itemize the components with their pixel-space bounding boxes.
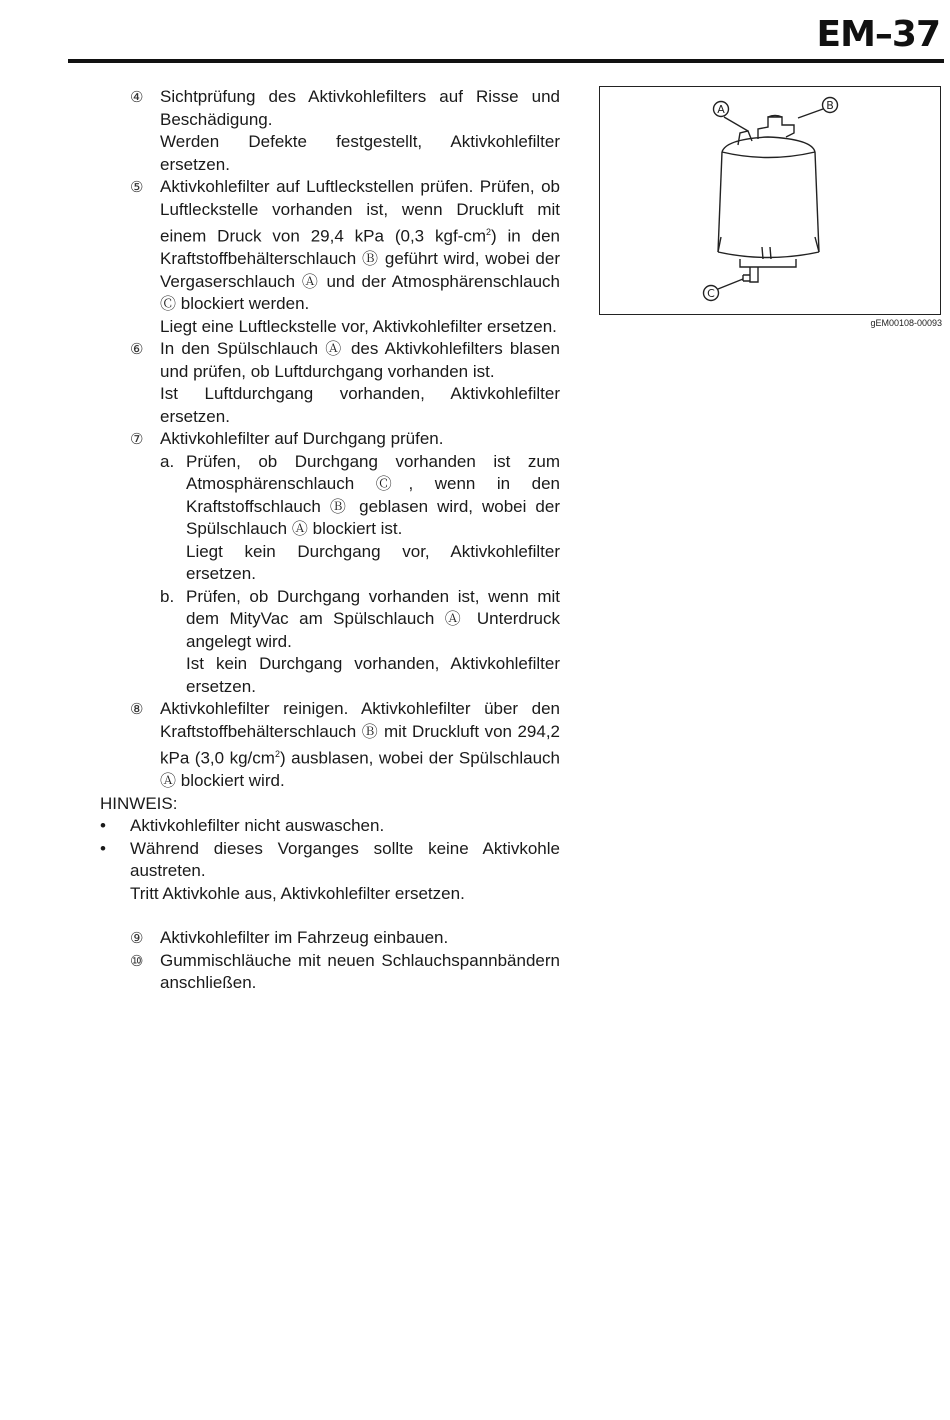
note-text: Während dieses Vorganges sollte keine Aktivkohle austreten. bbox=[130, 838, 560, 881]
canister-bottom bbox=[718, 252, 819, 258]
symbol-a: Ⓐ bbox=[291, 519, 308, 539]
note-heading: HINWEIS: bbox=[100, 793, 178, 813]
step-8 bbox=[100, 698, 560, 793]
substep-text: Prüfen, ob Durchgang vorhanden ist zum Atmosphärenschlauch Ⓒ, wenn in den Kraftstoffschlauch Ⓑ geblasen wird, wobei der Spülschlauch Ⓐ blockiert ist. bbox=[186, 451, 560, 539]
symbol-a: Ⓐ bbox=[325, 339, 344, 359]
step-number: ⑧ bbox=[130, 700, 144, 719]
note-text: Aktivkohlefilter nicht auswaschen. bbox=[130, 816, 385, 836]
step-text: In den Spülschlauch Ⓐ des Aktivkohlefilters blasen und prüfen, ob Luftdurchgang vorhanden ist. bbox=[160, 339, 561, 381]
step-text: Aktivkohlefilter reinigen. Aktivkohlefilter über den Kraftstoffbehälterschlauch Ⓑ mit Druckluft von 294,2 kPa (3,0 $kg/cm^2$) ausblasen, wobei der Spülschlauch Ⓐ blockiert wird. bbox=[160, 699, 561, 791]
step-number: ⑦ bbox=[130, 430, 144, 449]
note-item bbox=[100, 815, 560, 838]
substep-a bbox=[160, 451, 560, 586]
substep-label: a. bbox=[160, 451, 175, 471]
bullet: • bbox=[100, 816, 106, 836]
step-text: Werden Defekte festgestellt, Aktivkohlefilter ersetzen. bbox=[160, 132, 560, 174]
figure-code: gEM00108-00093 bbox=[870, 318, 942, 328]
canister-base bbox=[740, 259, 796, 267]
canister-cap bbox=[722, 137, 815, 152]
text-column bbox=[100, 86, 560, 995]
step-9 bbox=[100, 927, 560, 950]
substep-b bbox=[160, 586, 560, 699]
note-item bbox=[100, 838, 560, 906]
step-number: ⑤ bbox=[130, 178, 144, 196]
step-text: Ist Luftdurchgang vorhanden, Aktivkohlefilter ersetzen. bbox=[160, 384, 560, 426]
step-number: ⑩ bbox=[130, 951, 144, 970]
canister-left-side bbox=[718, 152, 722, 252]
step-number: ⑨ bbox=[130, 929, 144, 948]
symbol-b: Ⓑ bbox=[329, 496, 351, 516]
symbol-b: Ⓑ bbox=[362, 249, 380, 269]
symbol-a: Ⓐ bbox=[444, 609, 467, 629]
canister-figure bbox=[599, 86, 941, 315]
step-text: Aktivkohlefilter im Fahrzeug einbauen. bbox=[160, 928, 449, 948]
nozzle-c bbox=[750, 267, 758, 282]
symbol-a: Ⓐ bbox=[160, 771, 177, 791]
step-number: ⑥ bbox=[130, 340, 144, 359]
header-rule bbox=[68, 59, 944, 63]
symbol-c: Ⓒ bbox=[375, 474, 409, 494]
symbol-a: Ⓐ bbox=[301, 271, 320, 291]
nozzle-b bbox=[758, 117, 794, 139]
leader-c bbox=[718, 279, 743, 289]
canister-drawing bbox=[600, 87, 940, 314]
step-10 bbox=[100, 950, 560, 995]
leader-b bbox=[798, 109, 823, 118]
step-7 bbox=[100, 428, 560, 698]
leader-a bbox=[724, 117, 748, 131]
bullet: • bbox=[100, 838, 106, 858]
step-text: Aktivkohlefilter auf Luftleckstellen prüfen. Prüfen, ob Luftleckstelle vorhanden ist, wenn Druckluft mit einem Druck von 29,4 kPa (0,3 kgf-$cm^2$) in den Kraftstoffbehälterschlauch Ⓑ geführt wird, wobei der Vergaserschlauch Ⓐ und der Atmosphärenschlauch Ⓒ blockiert werden. bbox=[160, 177, 560, 314]
callout-label-c: C bbox=[707, 287, 715, 300]
note-text: Tritt Aktivkohle aus, Aktivkohlefilter ersetzen. bbox=[130, 883, 465, 903]
substep-text: Liegt kein Durchgang vor, Aktivkohlefilter ersetzen. bbox=[186, 541, 560, 584]
step-number: ④ bbox=[130, 88, 144, 106]
substep-text: Ist kein Durchgang vorhanden, Aktivkohlefilter ersetzen. bbox=[186, 654, 560, 696]
step-4 bbox=[100, 86, 560, 176]
step-text: Liegt eine Luftleckstelle vor, Aktivkohlefilter ersetzen. bbox=[160, 316, 557, 336]
step-text: Gummischläuche mit neuen Schlauchspannbändern anschließen. bbox=[160, 950, 560, 993]
page-number: EM–37 bbox=[816, 14, 940, 55]
step-text: Aktivkohlefilter auf Durchgang prüfen. bbox=[160, 429, 444, 449]
callout-label-a: A bbox=[717, 103, 725, 116]
step-6 bbox=[100, 338, 560, 428]
substep-text: Prüfen, ob Durchgang vorhanden ist, wenn mit dem MityVac am Spülschlauch Ⓐ Unterdruck angelegt wird. bbox=[186, 586, 560, 651]
substep-label: b. bbox=[160, 586, 175, 606]
symbol-c: Ⓒ bbox=[160, 294, 177, 314]
step-text: Sichtprüfung des Aktivkohlefilters auf Risse und Beschädigung. bbox=[160, 87, 560, 129]
step-5 bbox=[100, 176, 560, 338]
symbol-b: Ⓑ bbox=[361, 721, 379, 741]
callout-label-b: B bbox=[826, 99, 834, 112]
